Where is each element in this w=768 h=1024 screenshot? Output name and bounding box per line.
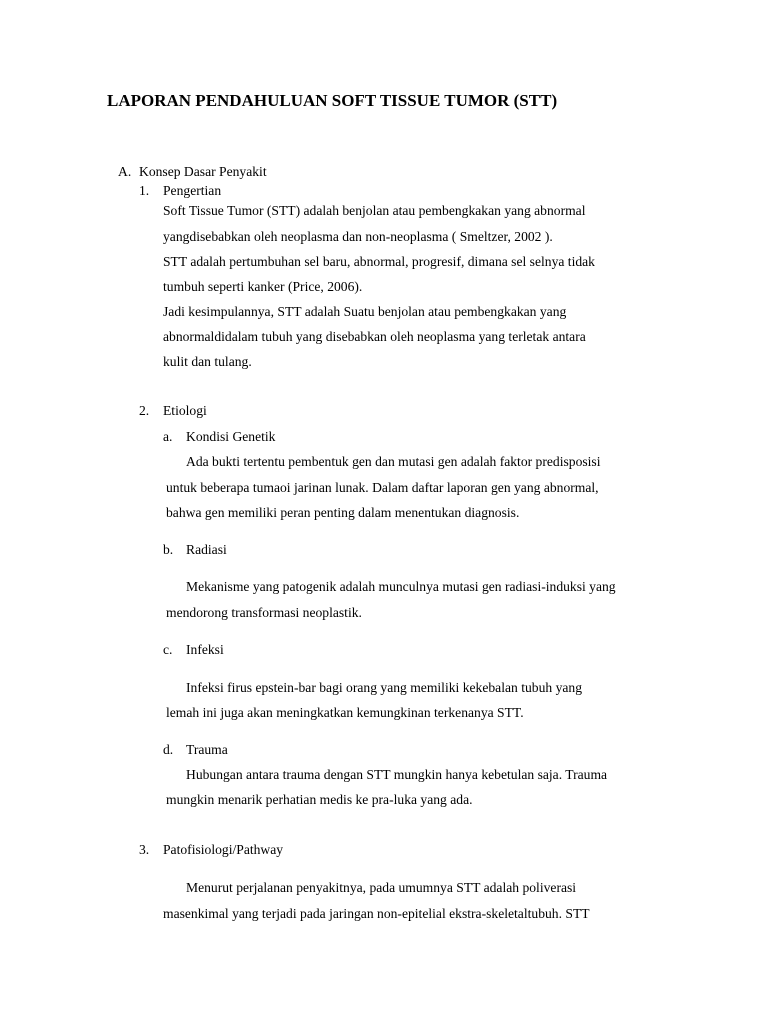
paragraph-line: STT adalah pertumbuhan sel baru, abnormal, progresif, dimana sel selnya tidak — [163, 254, 595, 269]
section-a-marker: A. — [118, 164, 132, 179]
paragraph-line: mendorong transformasi neoplastik. — [166, 605, 362, 620]
paragraph-line: Soft Tissue Tumor (STT) adalah benjolan atau pembengkakan yang abnormal — [163, 203, 586, 218]
subitem-c-heading: Infeksi — [186, 642, 224, 657]
paragraph-line: Hubungan antara trauma dengan STT mungkin hanya kebetulan saja. Trauma — [186, 767, 608, 782]
paragraph-line: Infeksi firus epstein-bar bagi orang yang memiliki kekebalan tubuh yang — [186, 680, 582, 695]
paragraph-line: kulit dan tulang. — [163, 354, 252, 369]
subitem-a-marker: a. — [163, 429, 173, 444]
page-title: LAPORAN PENDAHULUAN SOFT TISSUE TUMOR (STT) — [107, 91, 558, 110]
paragraph-line: untuk beberapa tumaoi jarinan lunak. Dalam daftar laporan gen yang abnormal, — [166, 480, 599, 495]
paragraph-line: tumbuh seperti kanker (Price, 2006). — [163, 279, 363, 294]
paragraph-line: masenkimal yang terjadi pada jaringan non-epitelial ekstra-skeletaltubuh. STT — [163, 906, 590, 921]
subitem-d-marker: d. — [163, 742, 174, 757]
subitem-b-heading: Radiasi — [186, 542, 227, 557]
paragraph-line: Menurut perjalanan penyakitnya, pada umumnya STT adalah poliverasi — [186, 880, 577, 895]
item-2-marker: 2. — [139, 403, 150, 418]
paragraph-line: Ada bukti tertentu pembentuk gen dan mutasi gen adalah faktor predisposisi — [186, 454, 601, 469]
item-1-heading: Pengertian — [163, 183, 222, 198]
paragraph-line: bahwa gen memiliki peran penting dalam menentukan diagnosis. — [166, 505, 520, 520]
subitem-b-marker: b. — [163, 542, 174, 557]
section-a-heading: Konsep Dasar Penyakit — [139, 164, 267, 179]
paragraph-line: Jadi kesimpulannya, STT adalah Suatu benjolan atau pembengkakan yang — [163, 304, 567, 319]
item-3-heading: Patofisiologi/Pathway — [163, 842, 284, 857]
subitem-a-heading: Kondisi Genetik — [186, 429, 276, 444]
paragraph-line: Mekanisme yang patogenik adalah munculnya mutasi gen radiasi-induksi yang — [186, 579, 616, 594]
item-3-marker: 3. — [139, 842, 150, 857]
paragraph-line: mungkin menarik perhatian medis ke pra-luka yang ada. — [166, 792, 473, 807]
item-2-heading: Etiologi — [163, 403, 207, 418]
item-1-marker: 1. — [139, 183, 150, 198]
subitem-d-heading: Trauma — [186, 742, 228, 757]
paragraph-line: lemah ini juga akan meningkatkan kemungkinan terkenanya STT. — [166, 705, 524, 720]
paragraph-line: yangdisebabkan oleh neoplasma dan non-neoplasma ( Smeltzer, 2002 ). — [163, 229, 553, 244]
paragraph-line: abnormaldidalam tubuh yang disebabkan oleh neoplasma yang terletak antara — [163, 329, 586, 344]
subitem-c-marker: c. — [163, 642, 173, 657]
